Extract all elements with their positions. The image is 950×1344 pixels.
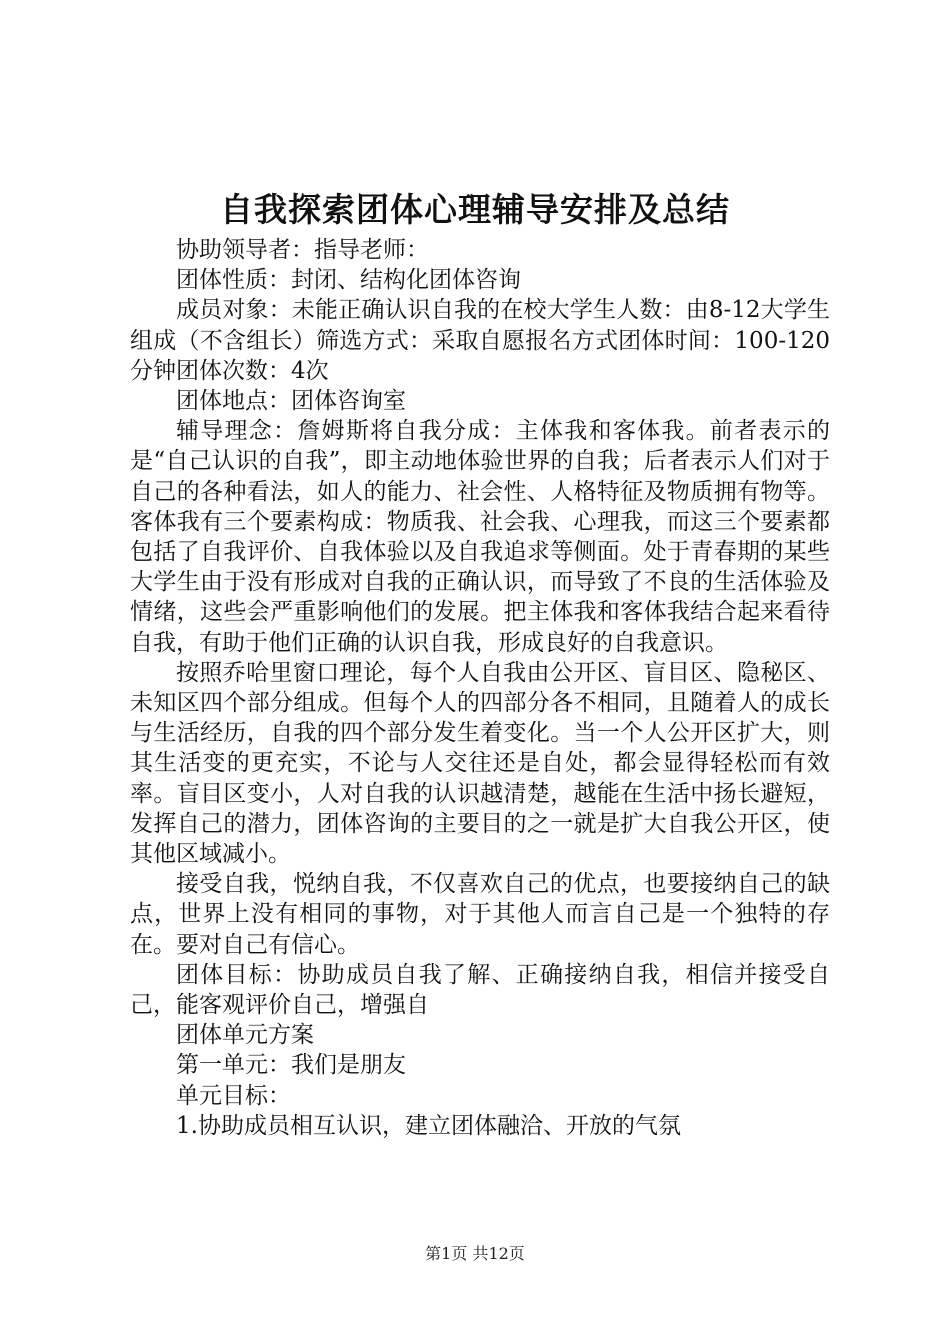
paragraph-unit-plan: 团体单元方案 (176, 1022, 314, 1049)
paragraph-self-acceptance: 接受自我，悦纳自我，不仅喜欢自己的优点，也要接纳自己的缺点，世界上没有相同的事物，对于其他人而言自己是一个独特的存在。要对自己有信心。 (130, 871, 830, 958)
paragraph-group-nature: 团体性质：封闭、结构化团体咨询 (176, 267, 521, 294)
document-title: 自我探索团体心理辅导安排及总结 (220, 190, 730, 229)
paragraph-philosophy: 辅导理念：詹姆斯将自我分成：主体我和客体我。前者表示的是“自己认识的自我”，即主动地体验世界的自我；后者表示人们对于自己的各种看法，如人的能力、社会性、人格特征及物质拥有物等。客体我有三个要素构成：物质我、社会我、心理我，而这三个要素都包括了自我评价、自我体验以及自我追求等侧面。处于青春期的某些大学生由于没有形成对自我的正确认识，而导致了不良的生活体验及情绪，这些会严重影响他们的发展。把主体我和客体我结合起来看待自我，有助于他们正确的认识自我，形成良好的自我意识。 (130, 418, 830, 656)
paragraph-unit-one: 第一单元：我们是朋友 (176, 1052, 406, 1079)
paragraph-group-goal: 团体目标：协助成员自我了解、正确接纳自我，相信并接受自己，能客观评价自己，增强自 (130, 961, 830, 1019)
paragraph-unit-goal: 单元目标： (176, 1082, 291, 1109)
page-number-footer: 第1页 共12页 (425, 1244, 525, 1263)
paragraph-johari-window: 按照乔哈里窗口理论，每个人自我由公开区、盲目区、隐秘区、未知区四个部分组成。但每个人的四部分各不相同，且随着人的成长与生活经历，自我的四个部分发生着变化。当一个人公开区扩大，则其生活变的更充实，不论与人交往还是自处，都会显得轻松而有效率。盲目区变小，人对自我的认识越清楚，越能在生活中扬长避短，发挥自己的潜力，团体咨询的主要目的之一就是扩大自我公开区，使其他区域减小。 (130, 659, 830, 868)
document-body (130, 235, 830, 1141)
paragraph-goal-item-1: 1.协助成员相互认识，建立团体融洽、开放的气氛 (176, 1112, 681, 1139)
paragraph-members: 成员对象：未能正确认识自我的在校大学生人数：由8-12大学生组成（不含组长）筛选方式：采取自愿报名方式团体时间：100-120分钟团体次数：4次 (130, 297, 830, 384)
paragraph-location: 团体地点：团体咨询室 (176, 388, 406, 415)
paragraph-assistant-leader: 协助领导者：指导老师： (176, 237, 429, 263)
